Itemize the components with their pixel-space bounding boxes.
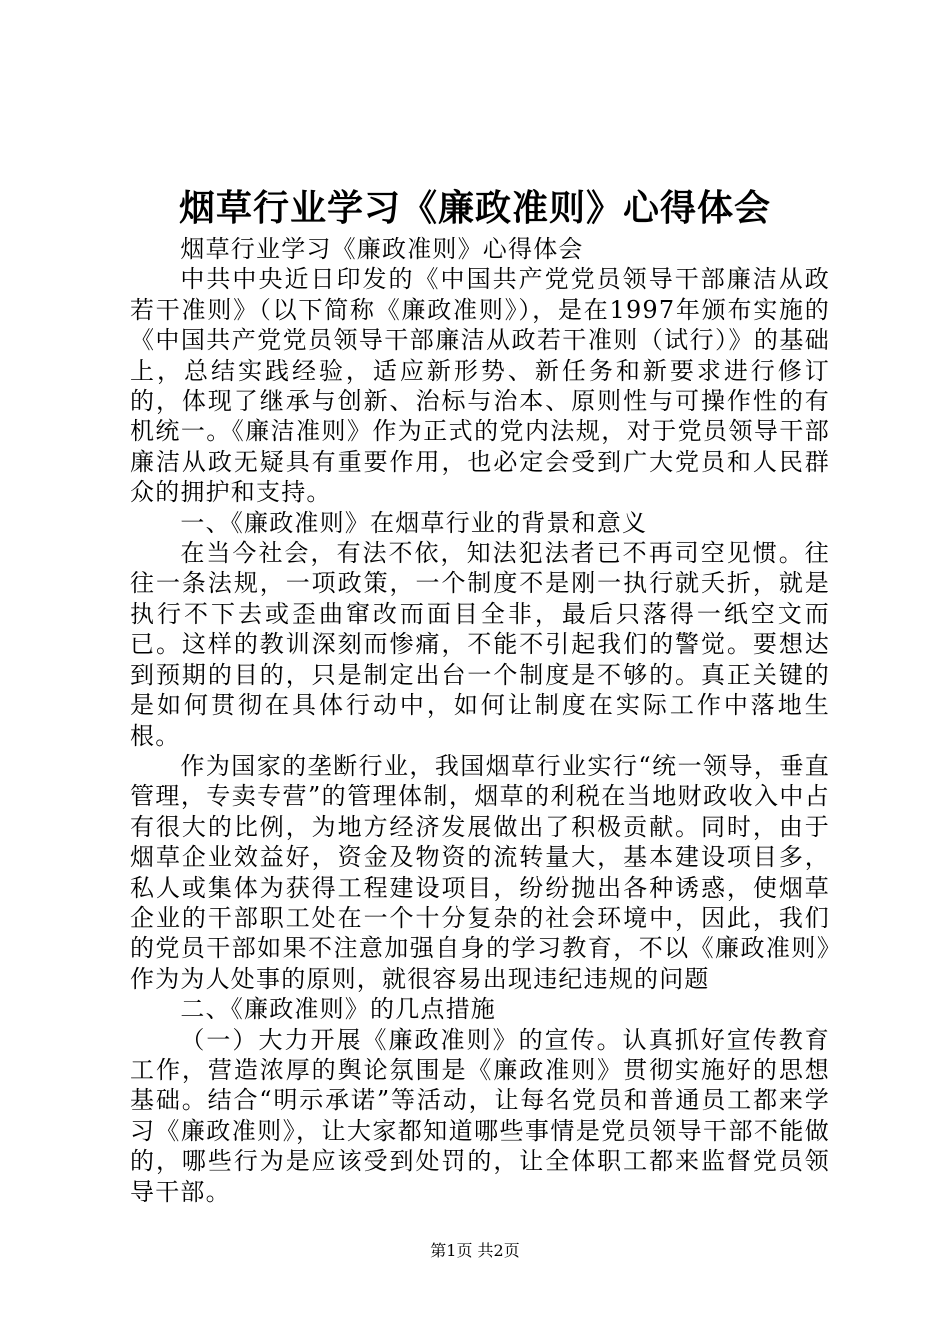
- body-paragraph-measure-1: （一）大力开展《廉政准则》的宣传。认真抓好宣传教育工作，营造浓厚的舆论氛围是《廉政准则》贯彻实施好的思想基础。结合“明示承诺”等活动，让每名党员和普通员工都来学习《廉政准则》，让大家都知道哪些事情是党员领导干部不能做的，哪些行为是应该受到处罚的，让全体职工都来监督党员领导干部。: [130, 1025, 830, 1206]
- page-footer: 第1页 共2页: [430, 1241, 520, 1260]
- body-paragraph-subtitle: 烟草行业学习《廉政准则》心得体会: [180, 235, 584, 263]
- section-heading-1: 一、《廉政准则》在烟草行业的背景和意义: [180, 508, 648, 537]
- document-title: 烟草行业学习《廉政准则》心得体会: [178, 187, 771, 229]
- body-paragraph-society: 在当今社会，有法不依，知法犯法者已不再司空见惯。往往一条法规，一项政策，一个制度不是刚一执行就夭折，就是执行不下去或歪曲窜改而面目全非，最后只落得一纸空文而已。这样的教训深刻而惨痛，不能不引起我们的警觉。要想达到预期的目的，只是制定出台一个制度是不够的。真正关键的是如何贯彻在具体行动中，如何让制度在实际工作中落地生根。: [130, 539, 830, 750]
- document-body: [130, 234, 830, 1207]
- section-heading-2: 二、《廉政准则》的几点措施: [180, 995, 496, 1024]
- body-paragraph-intro: 中共中央近日印发的《中国共产党党员领导干部廉洁从政若干准则》（以下简称《廉政准则》），是在1997年颁布实施的《中国共产党党员领导干部廉洁从政若干准则（试行）》的基础上，总结实践经验，适应新形势、新任务和新要求进行修订的，体现了继承与创新、治标与治本、原则性与可操作性的有机统一。《廉洁准则》作为正式的党内法规，对于党员领导干部廉洁从政无疑具有重要作用，也必定会受到广大党员和人民群众的拥护和支持。: [130, 265, 830, 507]
- body-paragraph-industry: 作为国家的垄断行业，我国烟草行业实行“统一领导，垂直管理，专卖专营”的管理体制，烟草的利税在当地财政收入中占有很大的比例，为地方经济发展做出了积极贡献。同时，由于烟草企业效益好，资金及物资的流转量大，基本建设项目多，私人或集体为获得工程建设项目，纷纷抛出各种诱惑，使烟草企业的干部职工处在一个十分复杂的社会环境中，因此，我们的党员干部如果不注意加强自身的学习教育，不以《廉政准则》作为为人处事的原则，就很容易出现违纪违规的问题: [130, 751, 830, 993]
